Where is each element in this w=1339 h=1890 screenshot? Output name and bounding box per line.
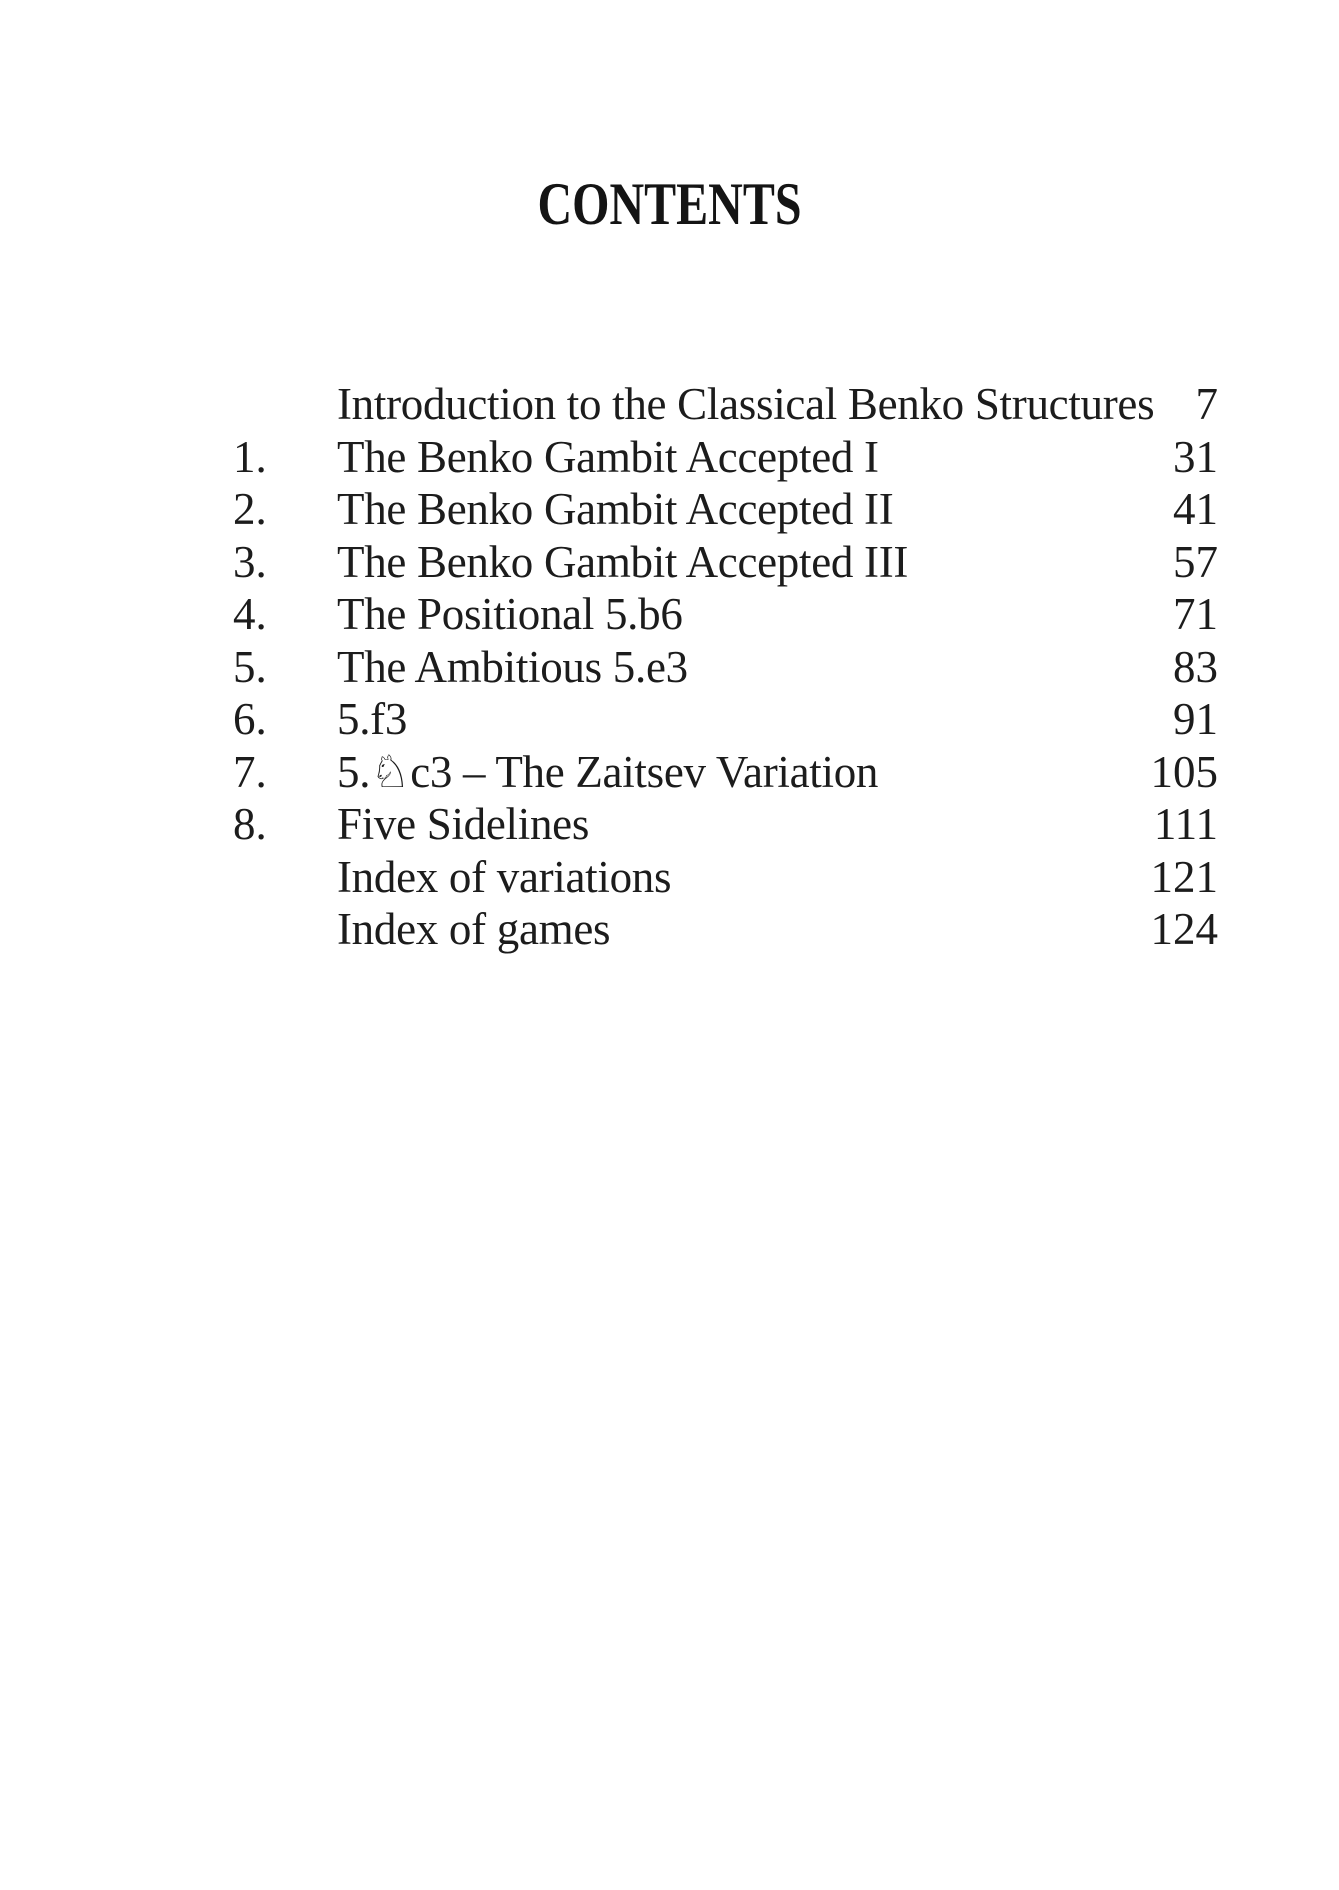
toc-item-number: 5. (233, 641, 267, 692)
toc-item-page: 7 (1195, 379, 1218, 429)
toc-row-chapter-3 (233, 536, 1218, 589)
toc-item-page: 91 (1173, 694, 1218, 744)
toc-item-title: Index of variations (337, 851, 672, 902)
toc-row-introduction (233, 378, 1218, 431)
toc-item-title-with-knight-icon: 5.♘c3 – The Zaitsev Variation (337, 746, 879, 797)
toc-item-title: 5.f3 (337, 694, 408, 744)
toc-row-index-of-games (233, 903, 1218, 956)
toc-item-number: 2. (233, 484, 267, 534)
toc-item-page: 71 (1173, 589, 1218, 639)
toc-item-page: 121 (1150, 851, 1218, 902)
page-title: CONTENTS (537, 171, 802, 237)
toc-item-number: 4. (233, 589, 267, 639)
toc-item-number: 1. (233, 431, 267, 482)
toc-row-chapter-6 (233, 693, 1218, 746)
toc-item-number: 3. (233, 536, 267, 587)
toc-item-page: 31 (1173, 431, 1218, 482)
toc-row-chapter-2 (233, 483, 1218, 536)
toc-item-number: 7. (233, 746, 267, 797)
toc-item-title: Introduction to the Classical Benko Structures (337, 379, 1155, 429)
toc-item-page: 105 (1150, 746, 1218, 797)
toc-item-title: Index of games (337, 904, 611, 954)
toc-row-chapter-1 (233, 431, 1218, 484)
toc-row-chapter-7 (233, 746, 1218, 799)
toc-item-title: Five Sidelines (337, 799, 590, 849)
toc-item-number: 6. (233, 694, 267, 744)
toc-item-page: 124 (1150, 904, 1218, 954)
toc-item-title: The Benko Gambit Accepted I (337, 431, 879, 482)
toc-item-page: 83 (1173, 641, 1218, 692)
toc-row-index-of-variations (233, 851, 1218, 904)
toc-item-title: The Benko Gambit Accepted III (337, 536, 909, 587)
toc-item-title: The Ambitious 5.e3 (337, 641, 688, 692)
toc-row-chapter-4 (233, 588, 1218, 641)
toc-item-title: The Benko Gambit Accepted II (337, 484, 894, 534)
table-of-contents (233, 378, 1218, 956)
toc-item-page: 41 (1173, 484, 1218, 534)
toc-item-page: 111 (1153, 799, 1218, 849)
toc-item-page: 57 (1173, 536, 1218, 587)
toc-item-number: 8. (233, 799, 267, 849)
toc-row-chapter-5 (233, 641, 1218, 694)
toc-item-title: The Positional 5.b6 (337, 589, 683, 639)
toc-row-chapter-8 (233, 798, 1218, 851)
